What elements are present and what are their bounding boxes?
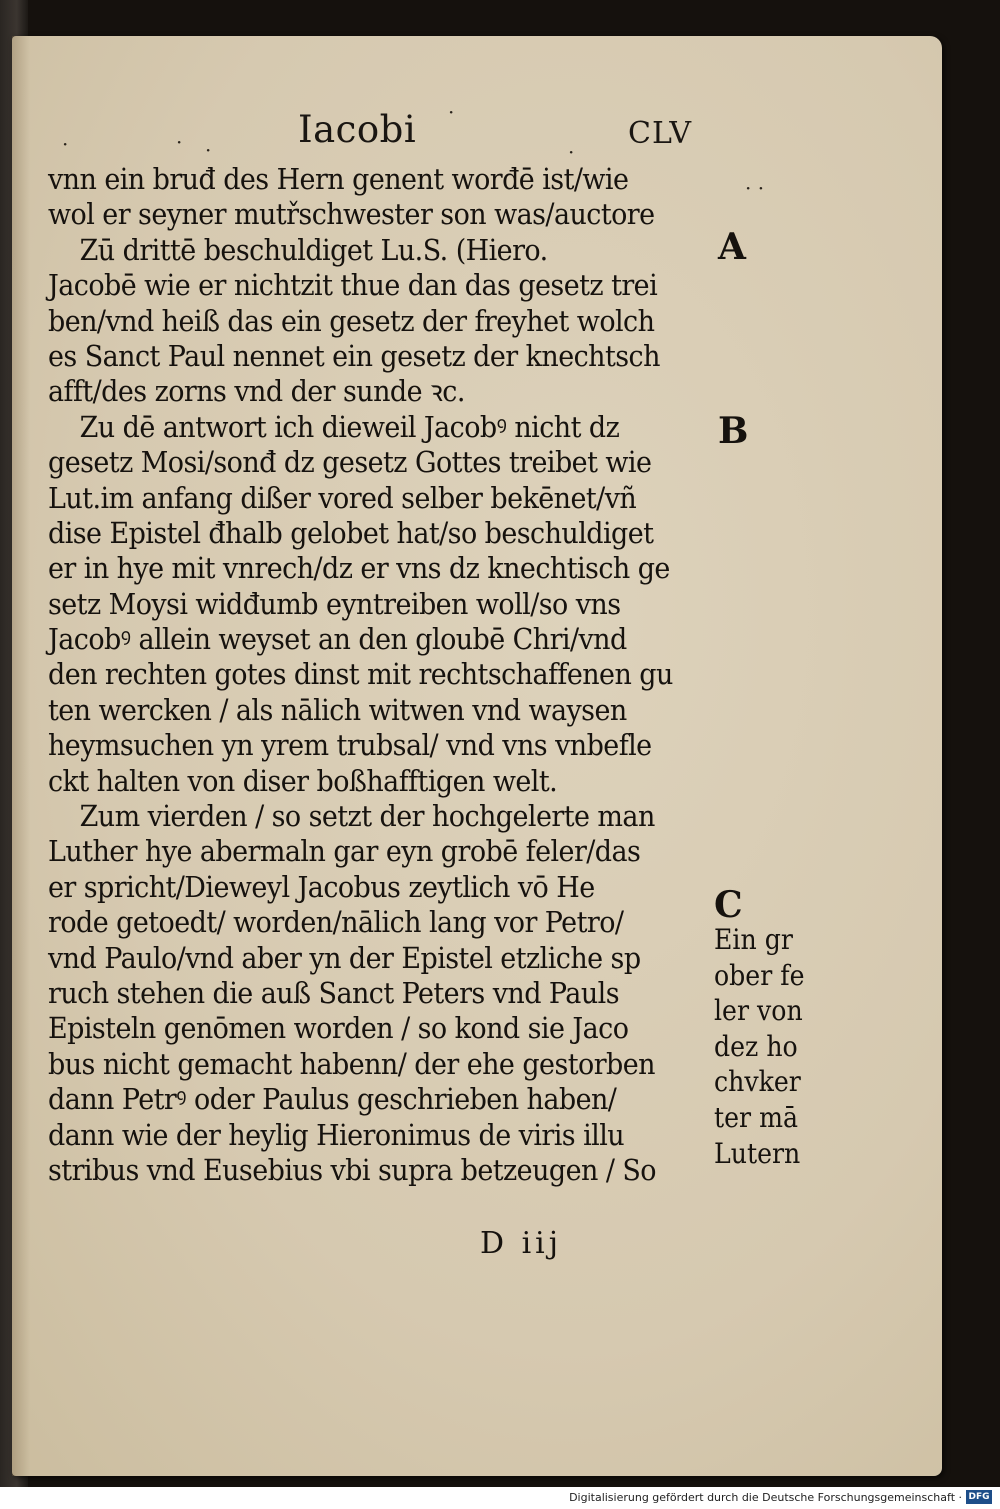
folio-number: CLV [628,116,692,151]
ink-speck: · [448,100,455,124]
running-head-title: Iacobi [298,108,417,151]
text-line: Episteln genōmen worden / so kond sie Jaco [48,1011,629,1046]
main-text-block [48,162,708,1188]
text-line: Zum vierden / so setzt der hochgelerte man [79,799,655,834]
text-line: ben/vnd heiß das ein gesetz der freyhet wolch [48,303,655,338]
text-line: stribus vnd Eusebius vbi supra betzeugen / So [48,1152,656,1187]
margin-letter-a: A [718,226,746,268]
ink-speck: · [176,130,183,154]
margin-letter-b: B [718,410,749,452]
funding-credit: Digitalisierung gefördert durch die Deutsche Forschungsgemeinschaft · [569,1491,962,1504]
text-line: ten wercken / als nālich witwen vnd waysen [48,692,627,727]
footer-bar [0,1487,1000,1509]
text-line: wol er seyner mutřschwester son was/auctore [48,197,655,232]
text-line: gesetz Mosi/sonđ dz gesetz Gottes treibet wie [48,445,652,480]
margin-note-line: dez ho [714,1029,798,1063]
text-line: vnn ein bruđ des Hern genent worđē ist/wie [48,162,629,196]
ink-speck: · [62,132,69,156]
text-line: es Sanct Paul nennet ein gesetz der knechtsch [48,338,660,373]
text-line: er in hye mit vnrech/dz er vns dz knechtisch ge [48,551,670,586]
text-line: setz Moysi widđumb eyntreiben woll/so vns [48,586,621,621]
text-line: afft/des zorns vnd der sunde ꝛc. [48,374,465,409]
margin-note-line: ler von [714,994,803,1028]
margin-note-line: ober fe [714,958,805,992]
margin-note-line: ter mā [714,1100,799,1134]
dfg-logo: DFG [966,1490,992,1504]
text-line: Jacobꝰ allein weyset an den gloubē Chri/vnd [48,622,627,657]
text-line: dann wie der heylig Hieronimus de viris illu [48,1117,625,1152]
text-line: rode getoedt/ worden/nālich lang vor Petro/ [48,905,624,940]
text-line: den rechten gotes dinst mit rechtschaffenen gu [48,657,673,692]
text-line: Luther hye abermaln gar eyn grobē feler/das [48,834,641,869]
text-line: ruch stehen die auß Sanct Peters vnd Pauls [48,975,619,1010]
text-line: Jacobē wie er nichtzit thue dan das gesetz trei [48,268,658,303]
margin-note-line: Lutern [714,1136,801,1170]
ink-speck: · [205,138,212,162]
text-line: Zū drittē beschuldiget Lu.S. (Hiero. [79,232,548,267]
text-line: vnd Paulo/vnd aber yn der Epistel etzliche sp [48,940,641,975]
text-line: bus nicht gemacht habenn/ der ehe gestorben [48,1046,655,1081]
ink-speck: · · [745,176,765,200]
text-line: er spricht/Dieweyl Jacobus zeytlich vō He [48,869,595,904]
text-line: Zu dē antwort ich dieweil Jacobꝰ nicht dz [79,409,620,444]
text-line: ckt halten von diser boßhafftigen welt. [48,763,558,798]
margin-note-line: Ein gr [714,923,793,956]
signature-mark: D iij [480,1226,563,1261]
margin-note-line: chvker [714,1065,801,1099]
text-line: dise Epistel đhalb gelobet hat/so beschuldiget [48,515,654,550]
margin-note [714,922,824,1171]
ink-speck: · [568,140,575,164]
margin-letter-c: C [714,884,743,926]
text-line: dann Petrꝰ oder Paulus geschrieben haben/ [48,1082,617,1117]
text-line: Lut.im anfang dißer vored selber bekēnet/vñ [48,480,637,515]
text-line: heymsuchen yn yrem trubsal/ vnd vns vnbefle [48,728,652,763]
